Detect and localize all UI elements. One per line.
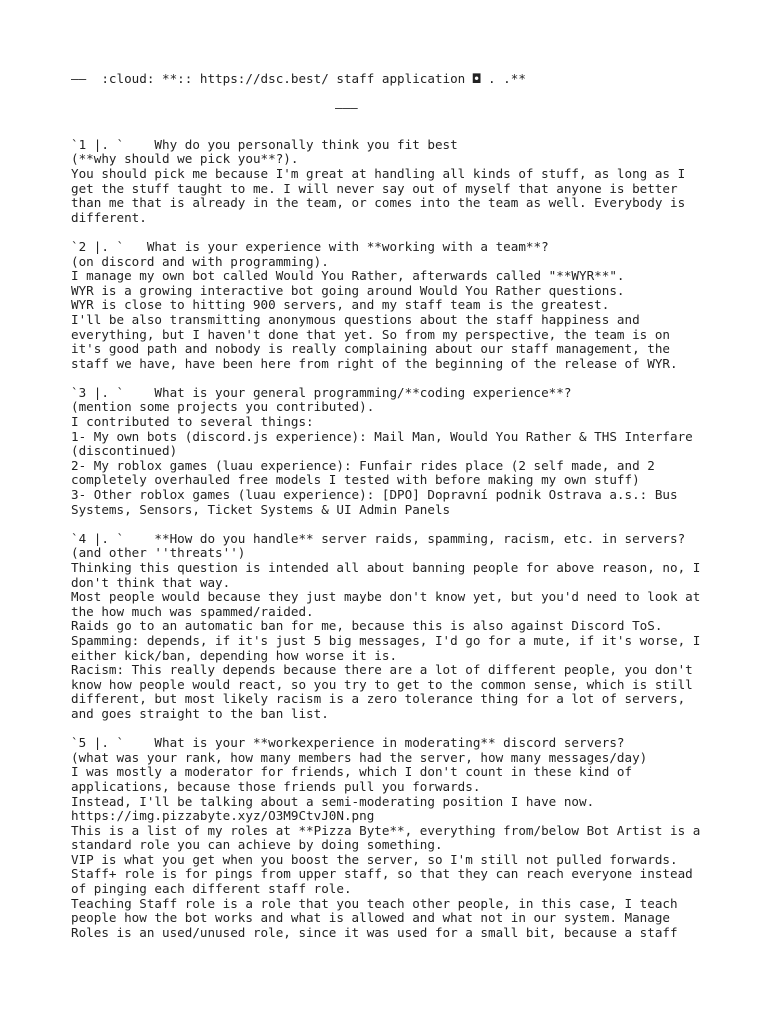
question-subtitle: (on discord and with programming).	[71, 253, 329, 269]
answer-line: I manage my own bot called Would You Rather, afterwards called "**WYR**".	[71, 268, 625, 284]
answer-line: get the stuff taught to me. I will never say out of myself that anyone is better	[71, 180, 678, 196]
question-section	[71, 532, 711, 722]
question-subtitle: (what was your rank, how many members had the server, how many messages/day)	[71, 749, 648, 765]
answer-line: https://img.pizzabyte.xyz/O3M9CtvJ0N.png	[71, 808, 375, 824]
answer-line: This is a list of my roles at **Pizza Byte**, everything from/below Bot Artist is a	[71, 822, 701, 838]
answer-line: than me that is already in the team, or comes into the team as well. Everybody is	[71, 195, 686, 211]
header-divider: ———	[335, 100, 358, 116]
answer-line: everything, but I haven't done that yet. So from my perspective, the team is on	[71, 326, 670, 342]
answer-line: Most people would because they just maybe don't know yet, but you'd need to look at	[71, 589, 701, 605]
answer-line: Raids go to an automatic ban for me, because this is also against Discord ToS.	[71, 618, 663, 634]
spacer	[71, 116, 711, 138]
answer-line: 2- My roblox games (luau experience): Funfair rides place (2 self made, and 2	[71, 457, 655, 473]
answer-line: know how people would react, so you try to get to the common sense, which is still	[71, 676, 693, 692]
answer-line: I was mostly a moderator for friends, which I don't count in these kind of	[71, 764, 633, 780]
answer-line: different, but most likely racism is a zero tolerance thing for a lot of servers,	[71, 691, 686, 707]
answer-line: You should pick me because I'm great at handling all kinds of stuff, as long as I	[71, 165, 686, 181]
spacer	[71, 87, 711, 102]
answer-line: I'll be also transmitting anonymous questions about the staff happiness and	[71, 311, 640, 327]
answer-line: and goes straight to the ban list.	[71, 705, 329, 721]
answer-line: WYR is close to hitting 900 servers, and my staff team is the greatest.	[71, 297, 610, 313]
answer-line: it's good path and nobody is really complaining about our staff management, the	[71, 341, 670, 357]
answer-line: Systems, Sensors, Ticket Systems & UI Admin Panels	[71, 501, 451, 517]
answer-line: Spamming: depends, if it's just 5 big messages, I'd go for a mute, if it's worse, I	[71, 632, 701, 648]
question-heading: `1 |. ` Why do you personally think you fit best	[71, 136, 458, 152]
question-section	[71, 138, 711, 226]
answer-line: the how much was spammed/raided.	[71, 603, 314, 619]
answer-line: people how the bot works and what is allowed and what not in our system. Manage	[71, 910, 670, 926]
answer-line: (discontinued)	[71, 443, 178, 459]
answer-line: WYR is a growing interactive bot going around Would You Rather questions.	[71, 282, 625, 298]
spacer	[71, 225, 711, 240]
answer-line: Racism: This really depends because there are a lot of different people, you don't	[71, 662, 693, 678]
question-subtitle: (and other ''threats'')	[71, 545, 246, 561]
answer-line: VIP is what you get when you boost the server, so I'm still not pulled forwards.	[71, 851, 678, 867]
answer-line: Staff+ role is for pings from upper staff, so that they can reach everyone instead	[71, 866, 693, 882]
answer-line: I contributed to several things:	[71, 414, 314, 430]
question-section	[71, 240, 711, 371]
spacer	[71, 722, 711, 737]
answer-line: Roles is an used/unused role, since it was used for a small bit, because a staff	[71, 924, 678, 940]
answer-line: completely overhauled free models I tested with before making my own stuff)	[71, 472, 640, 488]
question-heading: `4 |. ` **How do you handle** server raids, spamming, racism, etc. in servers?	[71, 530, 686, 546]
answer-line: standard role you can achieve by doing something.	[71, 837, 443, 853]
spacer	[71, 517, 711, 532]
question-section	[71, 736, 711, 940]
answer-line: either kick/ban, depending how worse it is.	[71, 647, 398, 663]
question-section	[71, 386, 711, 517]
answer-line: Teaching Staff role is a role that you teach other people, in this case, I teach	[71, 895, 678, 911]
question-subtitle: (mention some projects you contributed).	[71, 399, 375, 415]
answer-line: staff we have, have been here from right of the beginning of the release of WYR.	[71, 355, 678, 371]
answer-line: different.	[71, 209, 147, 225]
document-page	[71, 72, 711, 940]
question-heading: `5 |. ` What is your **workexperience in moderating** discord servers?	[71, 735, 625, 751]
question-subtitle: (**why should we pick you**?).	[71, 151, 299, 167]
question-heading: `3 |. ` What is your general programming/**coding experience**?	[71, 384, 572, 400]
answer-line: 1- My own bots (discord.js experience): Mail Man, Would You Rather & THS Interfare	[71, 428, 693, 444]
document-header: —— :cloud: **:: https://dsc.best/ staff application ◘ . .**	[71, 71, 526, 86]
question-heading: `2 |. ` What is your experience with **working with a team**?	[71, 238, 549, 254]
answer-line: of pinging each different staff role.	[71, 881, 352, 897]
answer-line: 3- Other roblox games (luau experience): [DPO] Dopravní podnik Ostrava a.s.: Bus	[71, 487, 678, 503]
questions-list	[71, 138, 711, 941]
answer-line: don't think that way.	[71, 574, 231, 590]
spacer	[71, 371, 711, 386]
answer-line: applications, because those friends pull you forwards.	[71, 778, 481, 794]
answer-line: Thinking this question is intended all about banning people for above reason, no, I	[71, 560, 701, 575]
answer-line: Instead, I'll be talking about a semi-moderating position I have now.	[71, 793, 595, 809]
